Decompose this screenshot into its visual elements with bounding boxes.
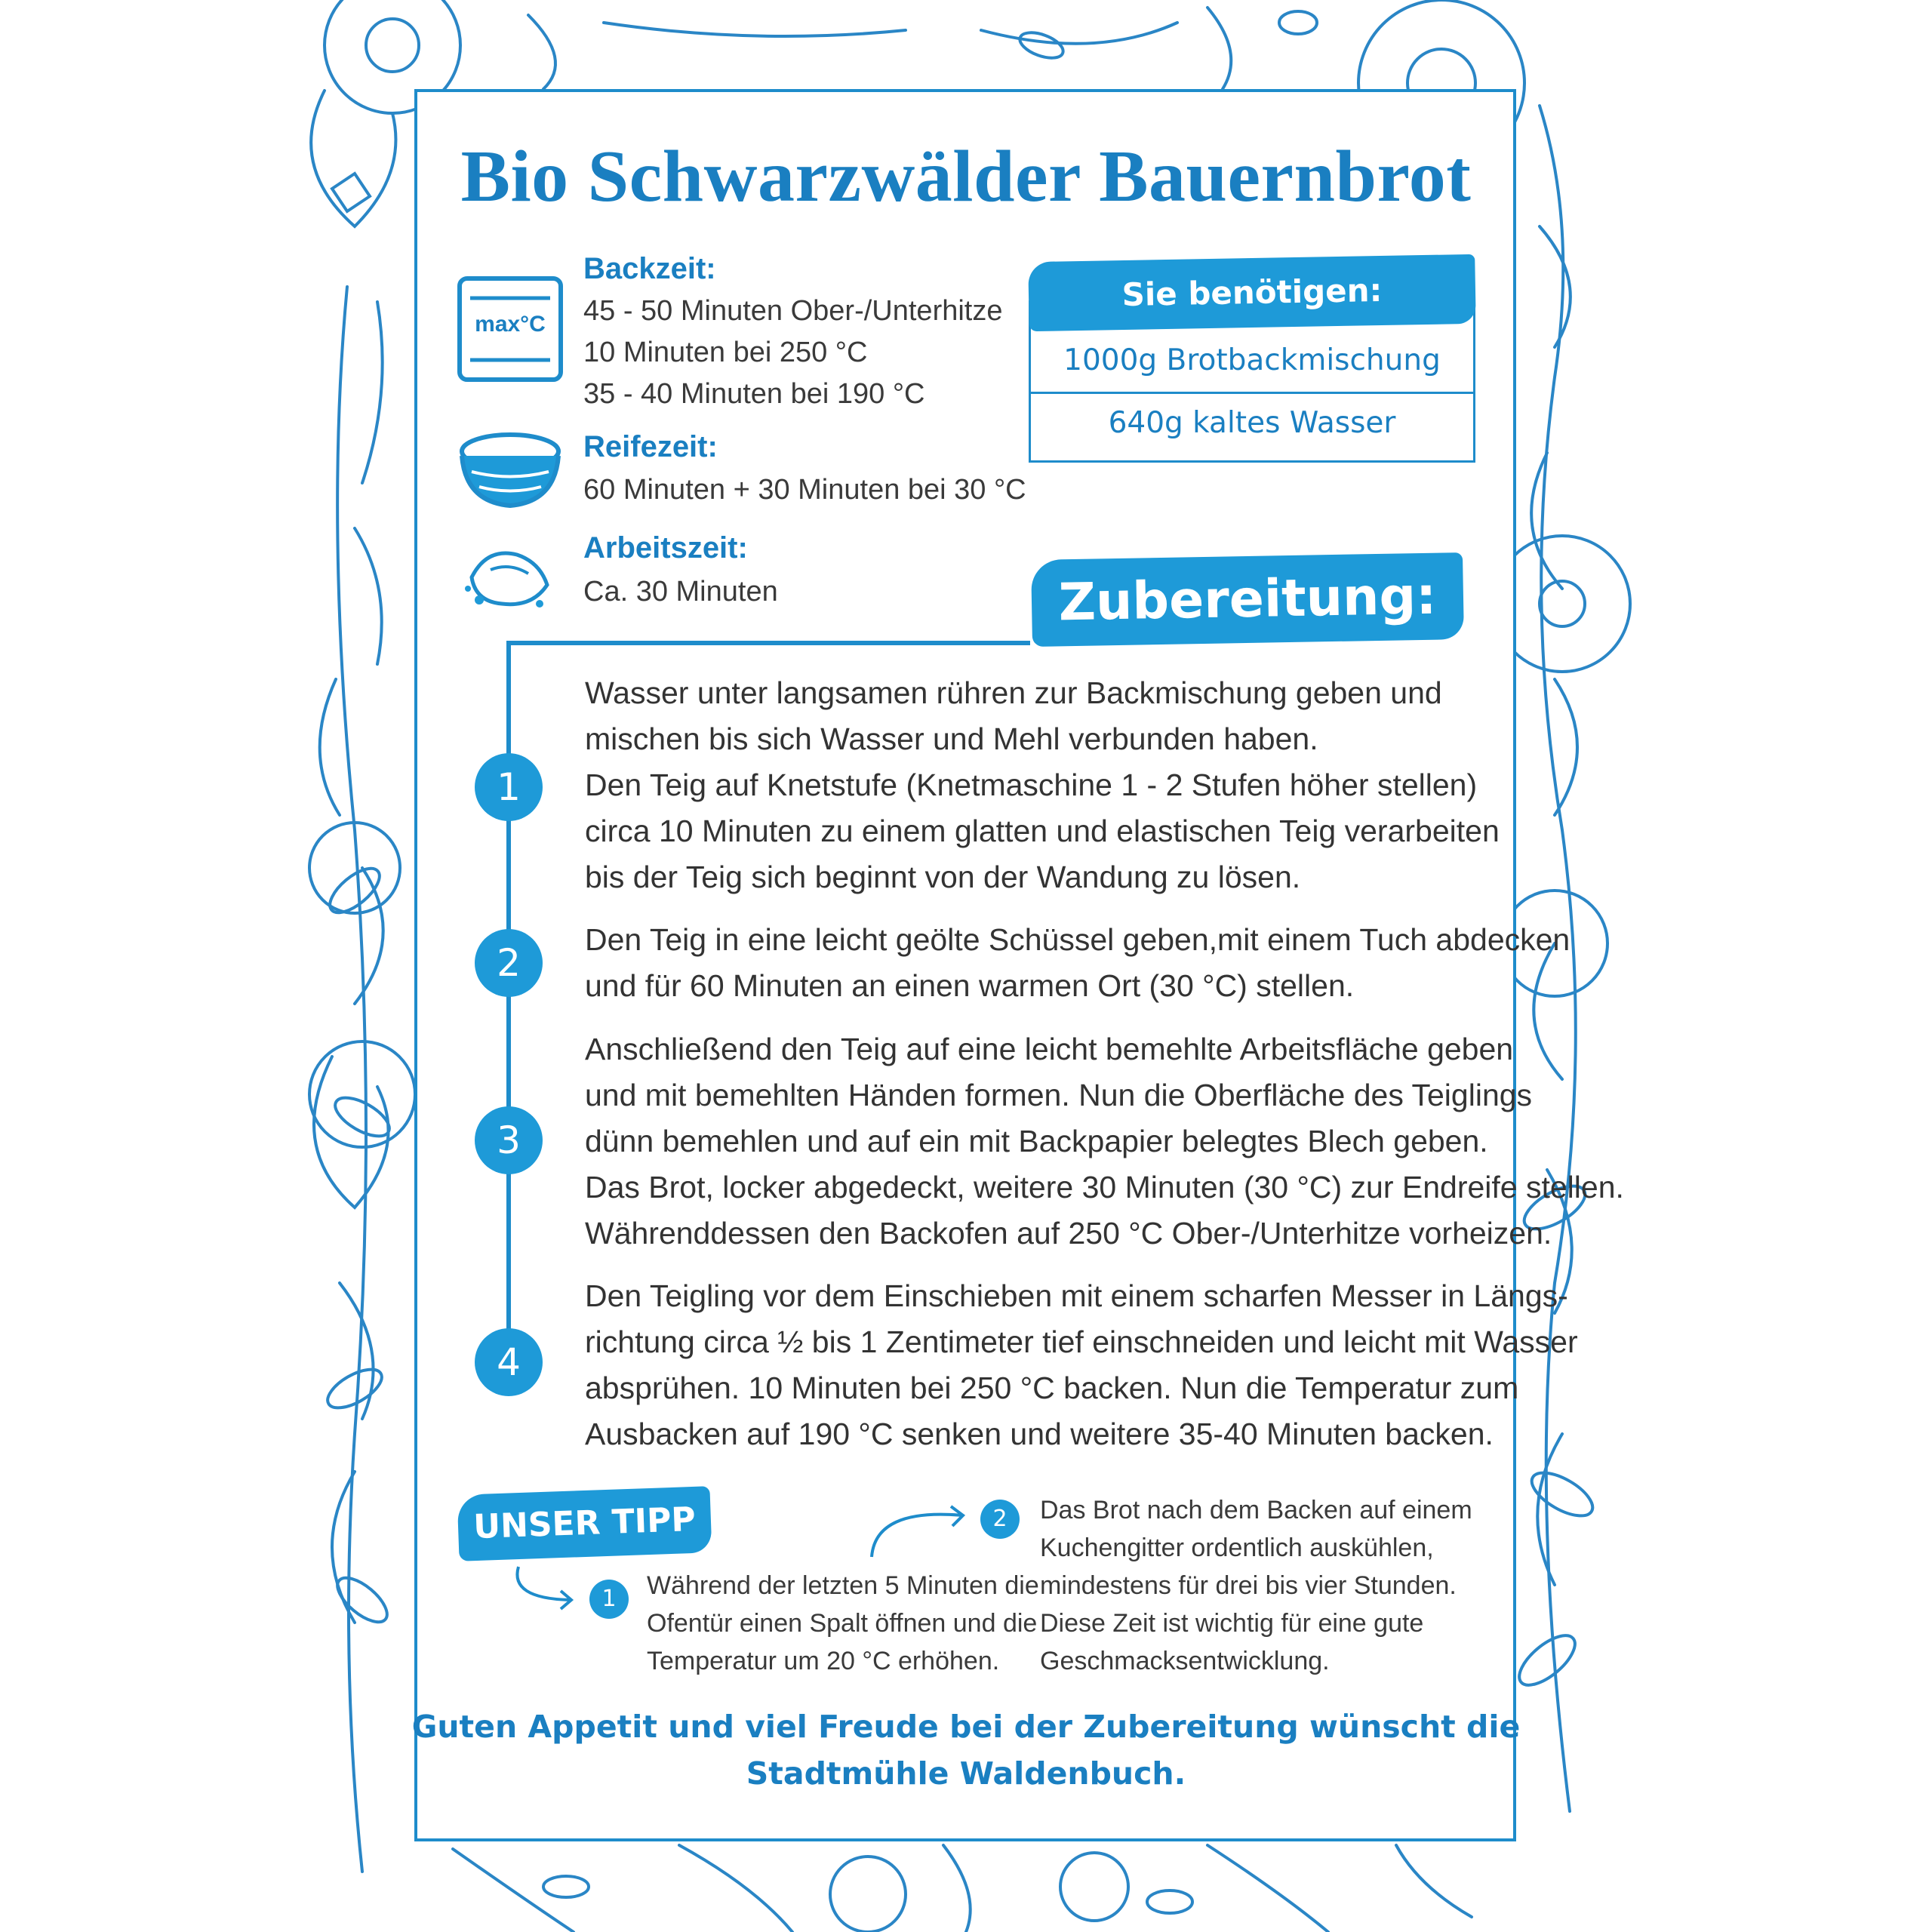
- backzeit-line: 45 - 50 Minuten Ober-/Unterhitze: [583, 295, 1003, 327]
- tip-arrow-icon: [860, 1493, 974, 1561]
- backzeit-line: 10 Minuten bei 250 °C: [583, 337, 868, 368]
- oven-icon-text: max°C: [475, 312, 546, 337]
- tip-text: [1040, 1491, 1472, 1680]
- preparation-heading-banner: [1031, 552, 1464, 647]
- reifezeit-values: [583, 469, 1026, 511]
- tip-line: Während der letzten 5 Minuten die: [647, 1571, 1039, 1600]
- step-line: und mit bemehlten Händen formen. Nun die Oberfläche des Teiglings: [585, 1078, 1533, 1112]
- dough-bowl-icon: [457, 430, 564, 513]
- tip-text: [647, 1567, 1039, 1680]
- tip-line: Geschmacksentwicklung.: [1040, 1647, 1330, 1675]
- arbeitszeit-label: Arbeitszeit:: [583, 531, 748, 565]
- step-number-badge: 3: [475, 1106, 543, 1174]
- step-line: dünn bemehlen und auf ein mit Backpapier belegtes Blech geben.: [585, 1124, 1488, 1158]
- tip-heading-banner: [457, 1486, 712, 1561]
- step-text: [585, 670, 1500, 900]
- step-line: Ausbacken auf 190 °C senken und weitere 35-40 Minuten backen.: [585, 1417, 1494, 1451]
- ingredients-heading: Sie benötigen:: [1121, 271, 1383, 314]
- preparation-heading: Zubereitung:: [1058, 566, 1437, 633]
- tip-number-badge: 1: [589, 1580, 629, 1619]
- tip-line: mindestens für drei bis vier Stunden.: [1040, 1571, 1457, 1600]
- tip-line: Das Brot nach dem Backen auf einem: [1040, 1496, 1472, 1524]
- kneading-hands-icon: [457, 532, 564, 615]
- tip-number-badge: 2: [980, 1500, 1020, 1539]
- step-line: und für 60 Minuten an einen warmen Ort (30 °C) stellen.: [585, 968, 1355, 1003]
- step-line: Wasser unter langsamen rühren zur Backmischung geben und: [585, 675, 1442, 710]
- tip-heading: UNSER TIPP: [472, 1500, 697, 1547]
- tip-line: Temperatur um 20 °C erhöhen.: [647, 1647, 1000, 1675]
- step-line: circa 10 Minuten zu einem glatten und elastischen Teig verarbeiten: [585, 814, 1500, 848]
- ingredient-item: 1000g Brotbackmischung: [1063, 343, 1441, 377]
- step-text: [585, 1273, 1578, 1457]
- ingredient-divider: [1029, 392, 1475, 394]
- step-text: [585, 1026, 1624, 1257]
- arbeitszeit-line: Ca. 30 Minuten: [583, 576, 778, 608]
- step-line: Anschließend den Teig auf eine leicht bemehlte Arbeitsfläche geben: [585, 1032, 1514, 1066]
- step-line: Den Teig auf Knetstufe (Knetmaschine 1 - 2 Stufen höher stellen): [585, 768, 1478, 802]
- closing-line: Stadtmühle Waldenbuch.: [746, 1755, 1186, 1792]
- step-line: mischen bis sich Wasser und Mehl verbunden haben.: [585, 721, 1318, 756]
- reifezeit-label: Reifezeit:: [583, 430, 718, 463]
- tip-line: Ofentür einen Spalt öffnen und die: [647, 1609, 1038, 1638]
- tip-line: Diese Zeit ist wichtig für eine gute: [1040, 1609, 1424, 1638]
- step-line: Das Brot, locker abgedeckt, weitere 30 Minuten (30 °C) zur Endreife stellen.: [585, 1170, 1624, 1204]
- tip-arrow-icon: [509, 1561, 585, 1614]
- step-line: Währenddessen den Backofen auf 250 °C Ober-/Unterhitze vorheizen.: [585, 1216, 1552, 1251]
- step-line: Den Teigling vor dem Einschieben mit einem scharfen Messer in Längs-: [585, 1278, 1568, 1313]
- closing-message: [0, 1703, 1932, 1797]
- step-number-badge: 1: [475, 753, 543, 821]
- step-line: richtung circa ½ bis 1 Zentimeter tief einschneiden und leicht mit Wasser: [585, 1324, 1578, 1359]
- closing-line: Guten Appetit und viel Freude bei der Zubereitung wünscht die: [411, 1709, 1521, 1745]
- ingredient-item: 640g kaltes Wasser: [1108, 406, 1396, 440]
- step-line: Den Teig in eine leicht geölte Schüssel geben,mit einem Tuch abdecken: [585, 922, 1571, 957]
- backzeit-values: [583, 291, 1003, 415]
- step-line: absprühen. 10 Minuten bei 250 °C backen. Nun die Temperatur zum: [585, 1371, 1519, 1405]
- step-number-badge: 4: [475, 1328, 543, 1396]
- recipe-title: Bio Schwarzwälder Bauernbrot: [460, 136, 1472, 217]
- arbeitszeit-values: [583, 571, 778, 613]
- backzeit-line: 35 - 40 Minuten bei 190 °C: [583, 378, 925, 410]
- step-text: [585, 917, 1571, 1009]
- step-number-badge: 2: [475, 929, 543, 997]
- backzeit-label: Backzeit:: [583, 252, 716, 285]
- ingredients-heading-banner: [1028, 254, 1476, 331]
- step-line: bis der Teig sich beginnt von der Wandung zu lösen.: [585, 860, 1301, 894]
- reifezeit-line: 60 Minuten + 30 Minuten bei 30 °C: [583, 474, 1026, 506]
- tip-line: Kuchengitter ordentlich auskühlen,: [1040, 1534, 1434, 1562]
